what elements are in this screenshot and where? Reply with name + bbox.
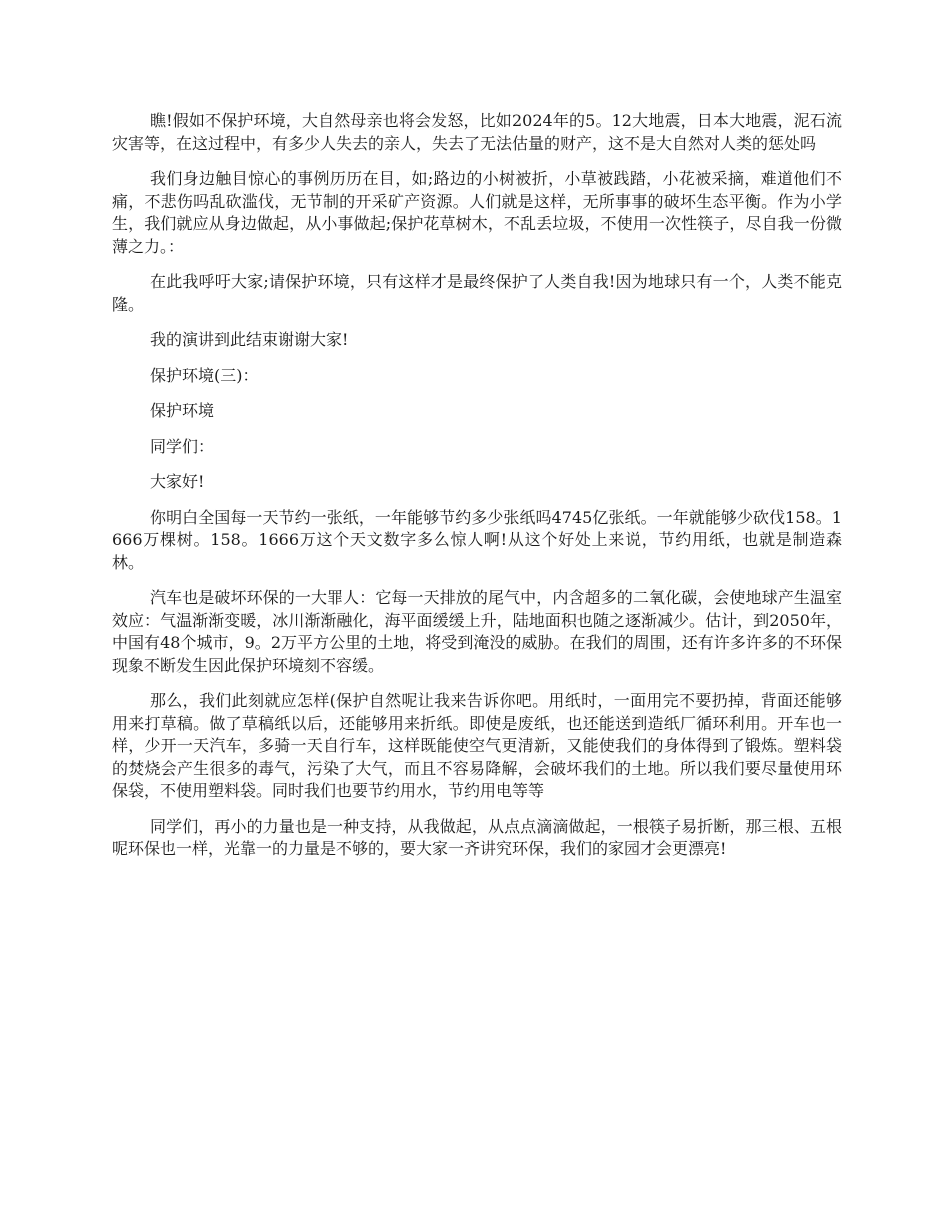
paragraph: 同学们，再小的力量也是一种支持，从我做起，从点点滴滴做起，一根筷子易折断，那三根、五根呢环保也一样，光靠一的力量是不够的，要大家一齐讲究环保，我们的家园才会更漂亮!	[112, 816, 842, 858]
paragraph: 你明白全国每一天节约一张纸，一年能够节约多少张纸吗4745亿张纸。一年就能够少砍伐158。1666万棵树。158。1666万这个天文数字多么惊人啊!从这个好处上来说，节约用纸，也就是制造森林。	[112, 507, 842, 572]
paragraph: 我的演讲到此结束谢谢大家!	[150, 330, 349, 349]
paragraph: 在此我呼吁大家;请保护环境，只有这样才是最终保护了人类自我!因为地球只有一个，人类不能克隆。	[112, 272, 842, 314]
salutation: 同学们：	[150, 436, 215, 456]
section-heading: 保护环境(三)：	[150, 365, 259, 385]
speech-title: 保护环境	[150, 401, 215, 420]
paragraph: 瞧!假如不保护环境，大自然母亲也将会发怒，比如2024年的5。12大地震，日本大地震，泥石流灾害等，在这过程中，有多少人失去的亲人，失去了无法估量的财产，这不是大自然对人类的惩处吗	[112, 111, 842, 153]
greeting: 大家好!	[150, 472, 205, 491]
paragraph: 那么，我们此刻就应怎样(保护自然呢让我来告诉你吧。用纸时，一面用完不要扔掉，背面还能够用来打草稿。做了草稿纸以后，还能够用来折纸。即使是废纸，也还能送到造纸厂循环利用。开车也一样，少开一天汽车，多骑一天自行车，这样既能使空气更清新，又能使我们的身体得到了锻炼。塑料袋的焚烧会产生很多的毒气，污染了大气，而且不容易降解，会破坏我们的土地。所以我们要尽量使用环保袋，不使用塑料袋。同时我们也要节约用水，节约用电等等	[112, 691, 842, 800]
paragraph: 我们身边触目惊心的事例历历在目，如;路边的小树被折，小草被践踏，小花被采摘，难道他们不痛，不悲伤吗乱砍滥伐，无节制的开采矿产资源。人们就是这样，无所事事的破坏生态平衡。作为小学生，我们就应从身边做起，从小事做起;保护花草树木，不乱丢垃圾，不使用一次性筷子，尽自我一份微薄之力。：	[112, 169, 842, 256]
paragraph: 汽车也是破坏环保的一大罪人：它每一天排放的尾气中，内含超多的二氧化碳，会使地球产生温室效应：气温渐渐变暖，冰川渐渐融化，海平面缓缓上升，陆地面积也随之逐渐减少。估计，到2050年，中国有48个城市，9。2万平方公里的土地，将受到淹没的威胁。在我们的周围，还有许多许多的不环保现象不断发生因此保护环境刻不容缓。	[112, 588, 842, 675]
document-page	[112, 110, 842, 874]
